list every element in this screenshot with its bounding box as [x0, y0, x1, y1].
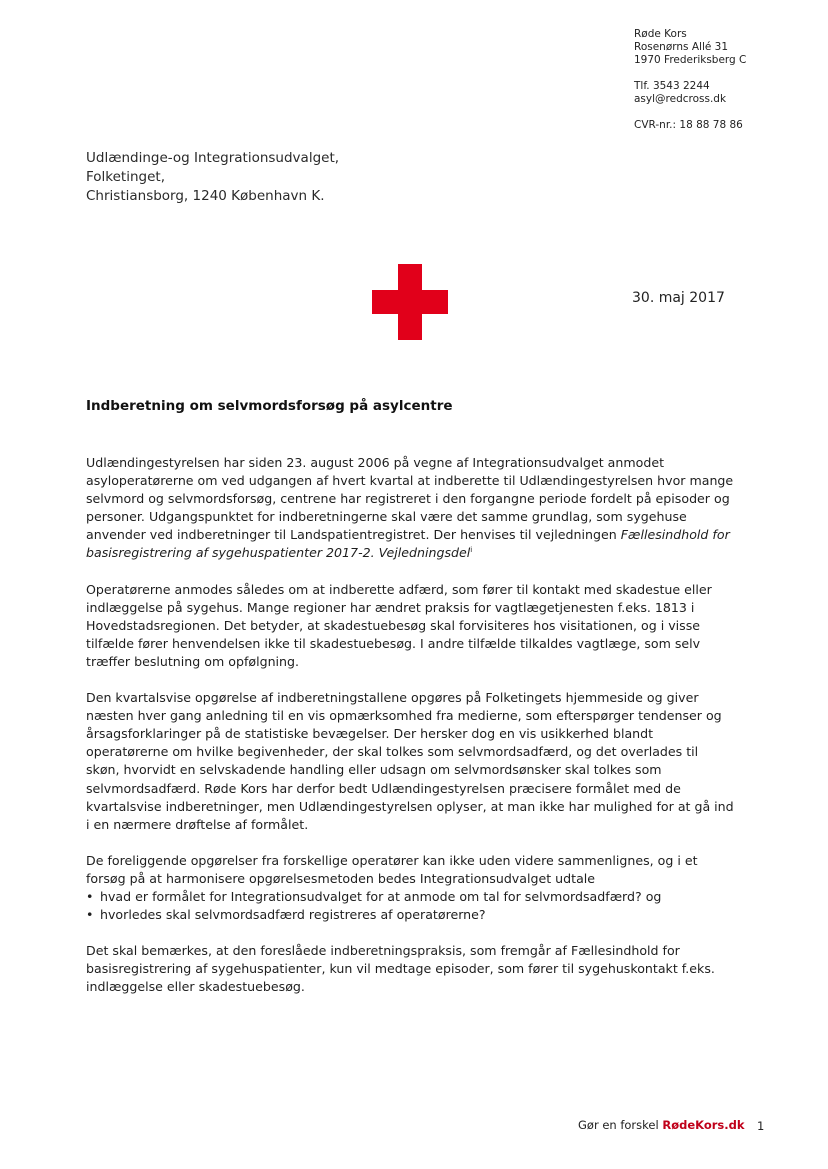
list-item: • hvorledes skal selvmordsadfærd registreres af operatørerne?	[86, 906, 734, 924]
recipient-line-3: Christiansborg, 1240 København K.	[86, 188, 325, 204]
sender-phone: Tlf. 3543 2244	[634, 80, 710, 92]
sender-city: 1970 Frederiksberg C	[634, 54, 747, 66]
footer-slogan-text: Gør en forskel	[578, 1118, 663, 1132]
recipient-address	[86, 149, 339, 206]
letter-subject: Indberetning om selvmordsforsøg på asylcentre	[86, 398, 453, 414]
page-number: 1	[757, 1119, 765, 1133]
letter-body	[86, 454, 734, 1014]
recipient-line-2: Folketinget,	[86, 169, 165, 185]
recipient-line-1: Udlændinge-og Integrationsudvalget,	[86, 150, 340, 166]
sender-email: asyl@redcross.dk	[634, 93, 727, 105]
sender-street: Rosenørns Allé 31	[634, 41, 729, 53]
paragraph-2: Operatørerne anmodes således om at indberette adfærd, som fører til kontakt med skadestue eller indlæggelse på sygehus. Mange regioner har ændret praksis for vagtlægetjenesten f.eks. 1813 i Hovedstadsregionen. Det betyder, at skadestuebesøg skal forvisiteres hos visitationen, og i visse tilfælde fører henvendelsen ikke til skadestuebesøg. I andre tilfælde tilkaldes vagtlæge, som selv træffer beslutning om opfølgning.	[86, 581, 712, 669]
paragraph-4: De foreliggende opgørelser fra forskellige operatører kan ikke uden videre sammenlignes, og i et forsøg på at harmonisere opgørelsesmetoden bedes Integrationsudvalget udtale	[86, 852, 698, 886]
red-cross-icon	[372, 264, 448, 340]
footer-brand-link[interactable]: RødeKors.dk	[662, 1118, 745, 1132]
question-list	[86, 888, 734, 924]
paragraph-1	[86, 454, 734, 563]
letter-date: 30. maj 2017	[632, 290, 725, 306]
sender-address	[634, 28, 746, 132]
paragraph-5: Det skal bemærkes, at den foreslåede indberetningspraksis, som fremgår af Fællesindhold for basisregistrering af sygehuspatienter, kun vil medtage episoder, som fører til sygehuskontakt f.eks. indlæggelse eller skadestuebesøg.	[86, 943, 715, 995]
sender-name: Røde Kors	[634, 28, 687, 40]
sender-cvr: CVR-nr.: 18 88 78 86	[634, 119, 743, 131]
paragraph-3: Den kvartalsvise opgørelse af indberetningstallene opgøres på Folketingets hjemmeside og giver næsten hver gang anledning til en vis opmærksomhed fra medierne, som efterspørger tendenser og årsagsforklaringer på de statistiske bevægelser. Der hersker dog en vis usikkerhed blandt operatørerne om hvilke begivenheder, der skal tolkes som selvmordsadfærd, og det overlades til skøn, hvorvidt en selvskadende handling eller udsagn om selvmordsønsker skal tolkes som selvmordsadfærd. Røde Kors har derfor bedt Udlændingestyrelsen præcisere formålet med de kvartalsvise indberetninger, men Udlændingestyrelsen oplyser, at man ikke har mulighed for at gå ind i en nærmere drøftelse af formålet.	[86, 690, 734, 832]
footer-slogan	[578, 1118, 745, 1132]
list-item: • hvad er formålet for Integrationsudvalget for at anmode om tal for selvmordsadfærd? og	[86, 888, 734, 906]
guideline-title: Fællesindhold for basisregistrering af sygehuspatienter 2017-2. Vejledningsdel	[86, 527, 730, 561]
paragraph-1-text: Udlændingestyrelsen har siden 23. august 2006 på vegne af Integrationsudvalget anmodet asyloperatørerne om ved udgangen af hvert kvartal at indberette til Udlændingestyrelsen hvor mange selvmord og selvmordsforsøg, centrene har registreret i den forgangne periode fordelt på episoder og personer. Udgangspunktet for indberetningerne skal være det samme grundlag, som sygehuse anvender ved indberetninger til Landspatientregistret. Der henvises til vejledningen	[86, 455, 734, 543]
footnote-marker: i	[470, 546, 473, 555]
